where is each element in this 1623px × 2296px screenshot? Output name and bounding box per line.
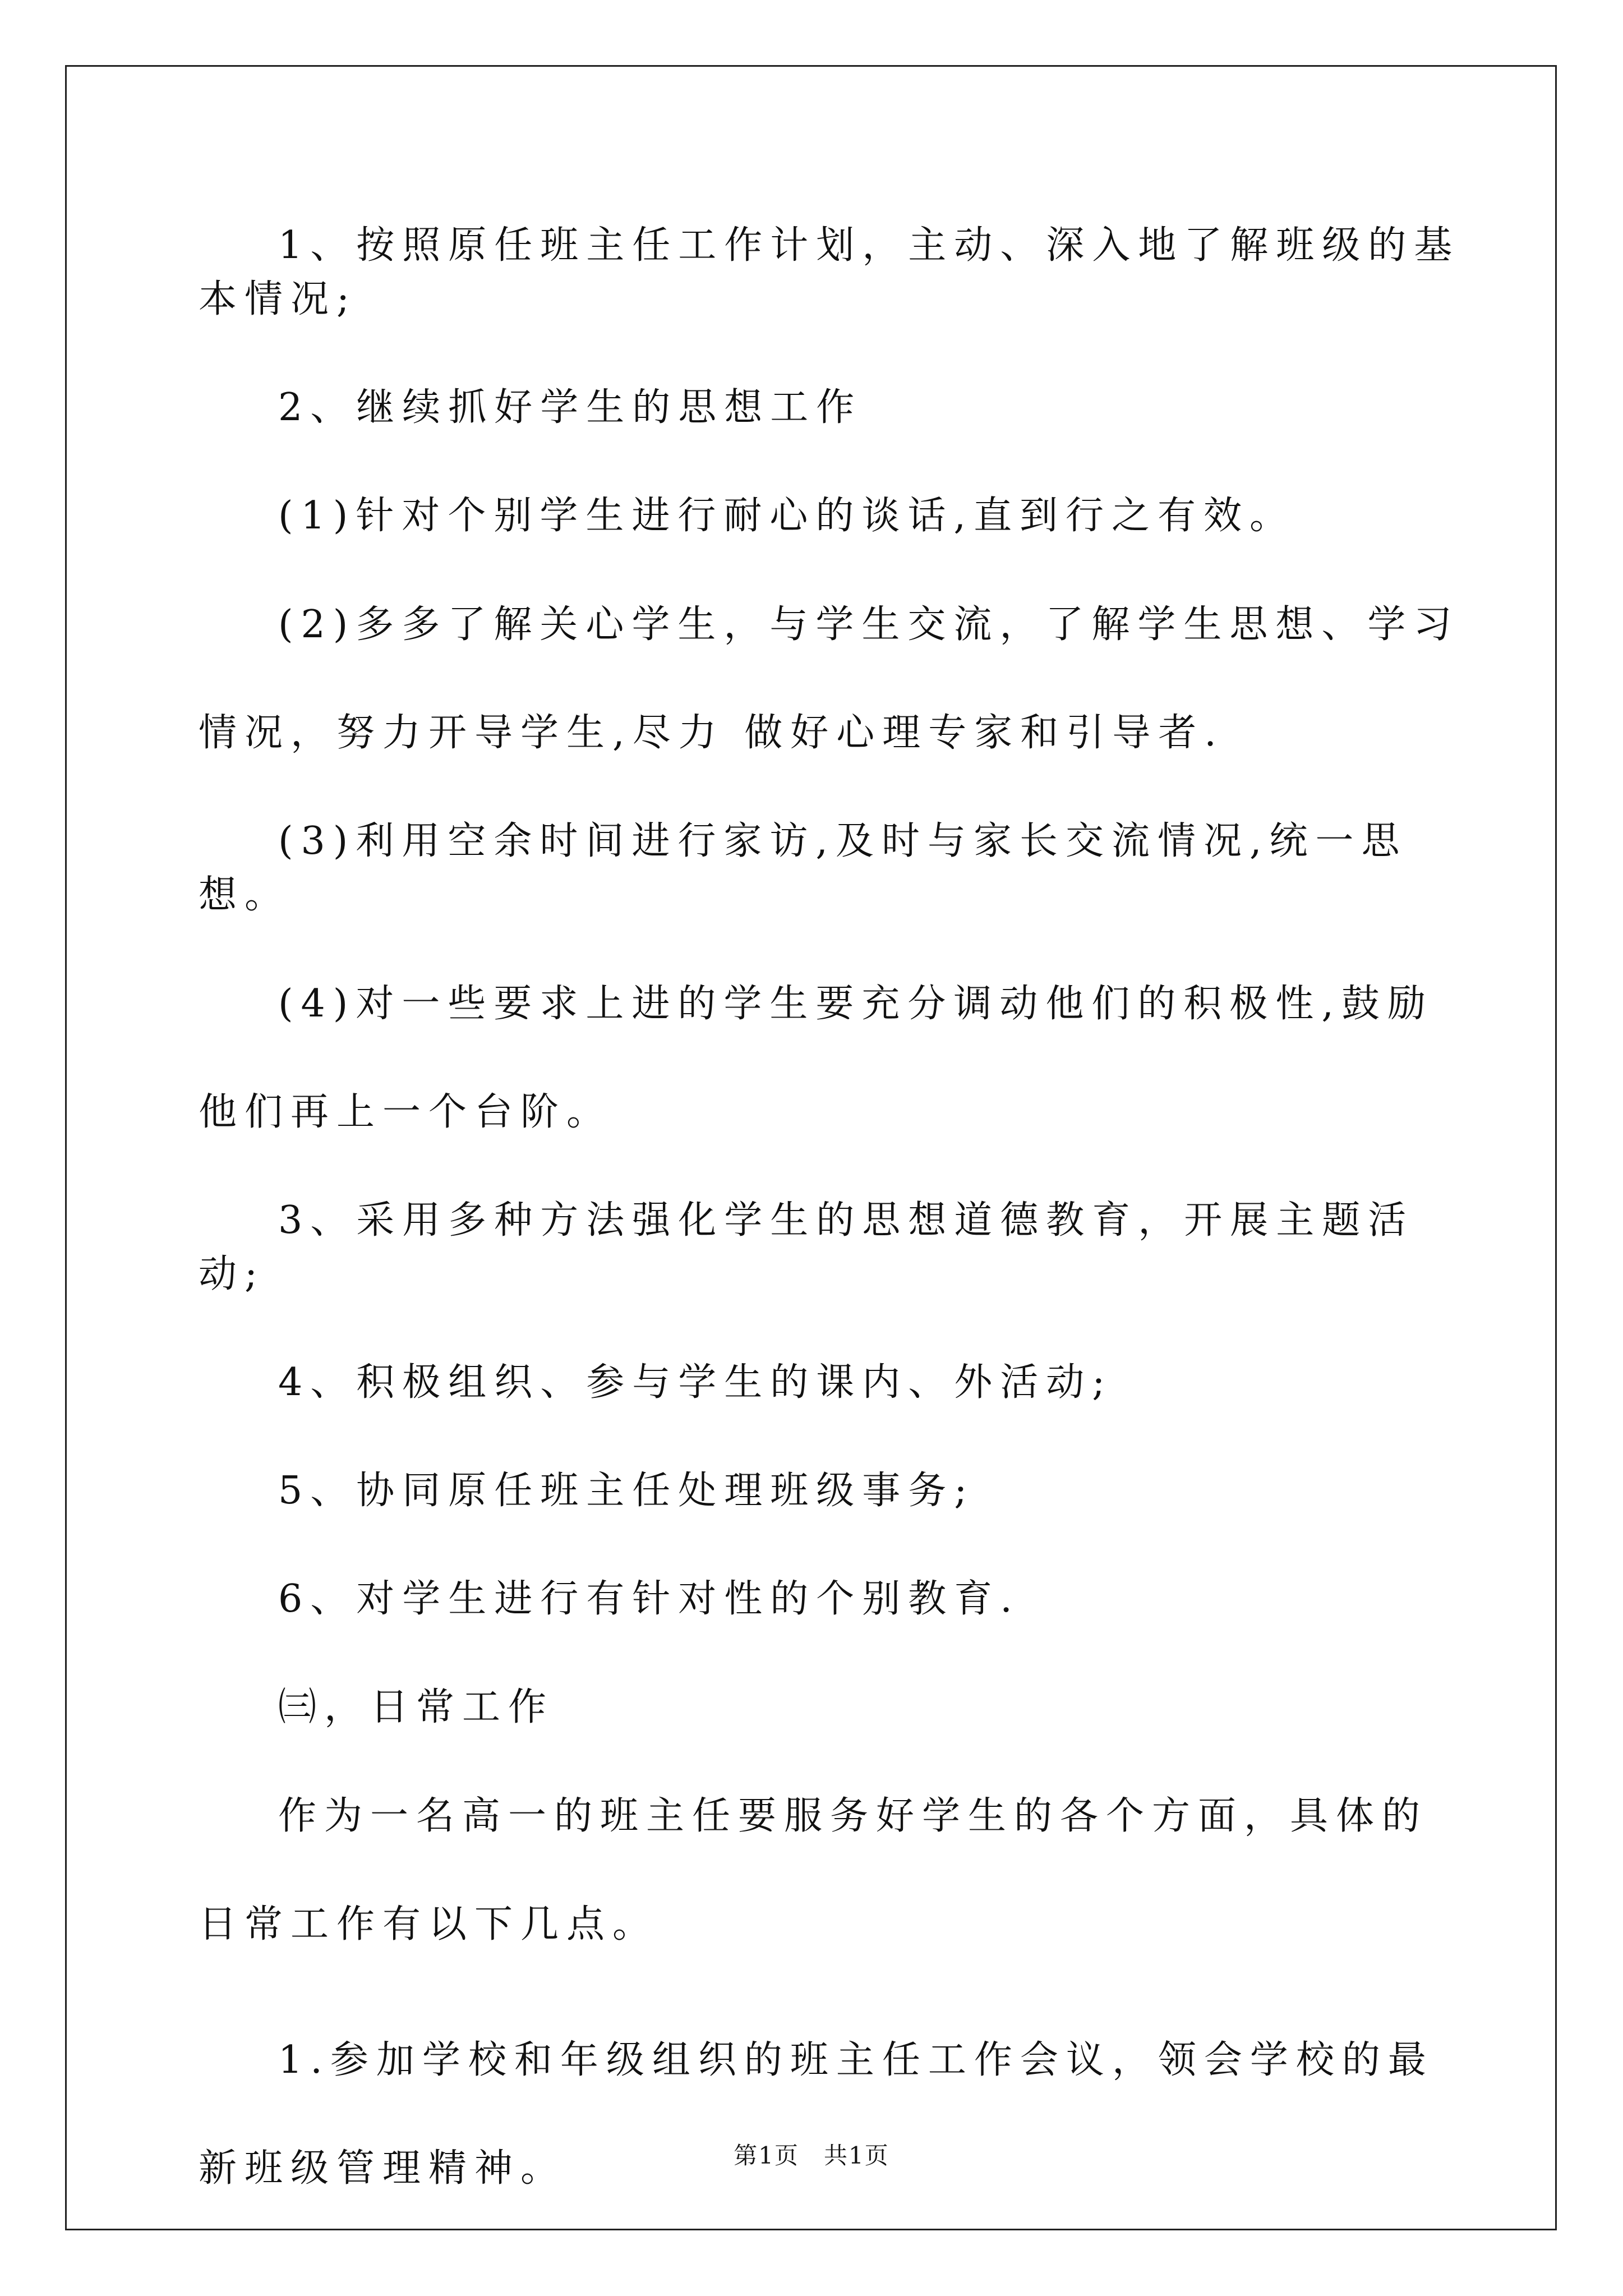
paragraph: 1、按照原任班主任工作计划，主动、深入地了解班级的基本情况; xyxy=(199,223,1460,321)
paragraph: 6、对学生进行有针对性的个别教育. xyxy=(278,1577,1020,1621)
paragraph: (2)多多了解关心学生，与学生交流，了解学生思想、学习情况，努力开导学生,尽力 做好心理专家和引导者. xyxy=(199,602,1460,755)
paragraph: (4)对一些要求上进的学生要充分调动他们的积极性,鼓励他们再上一个台阶。 xyxy=(199,982,1433,1134)
paragraph: 2、继续抓好学生的思想工作 xyxy=(278,385,863,430)
paragraph: 4、积极组织、参与学生的课内、外活动; xyxy=(278,1360,1113,1405)
paragraph: 5、协同原任班主任处理班级事务; xyxy=(278,1469,975,1513)
paragraph: (1)针对个别学生进行耐心的谈话,直到行之有效。 xyxy=(278,494,1295,538)
paragraph: 3、采用多种方法强化学生的思想道德教育，开展主题活动; xyxy=(199,1198,1414,1296)
document-body xyxy=(199,219,1460,2250)
paragraph: 1.参加学校和年级组织的班主任工作会议，领会学校的最新班级管理精神。 xyxy=(199,2038,1434,2191)
paragraph: (3)利用空余时间进行家访,及时与家长交流情况,统一思想。 xyxy=(199,819,1408,917)
paragraph: 作为一名高一的班主任要服务好学生的各个方面，具体的日常工作有以下几点。 xyxy=(199,1794,1428,1947)
page-footer: 第1页 共1页 xyxy=(734,2142,889,2169)
section-heading: ㈢，日常工作 xyxy=(278,1685,555,1729)
